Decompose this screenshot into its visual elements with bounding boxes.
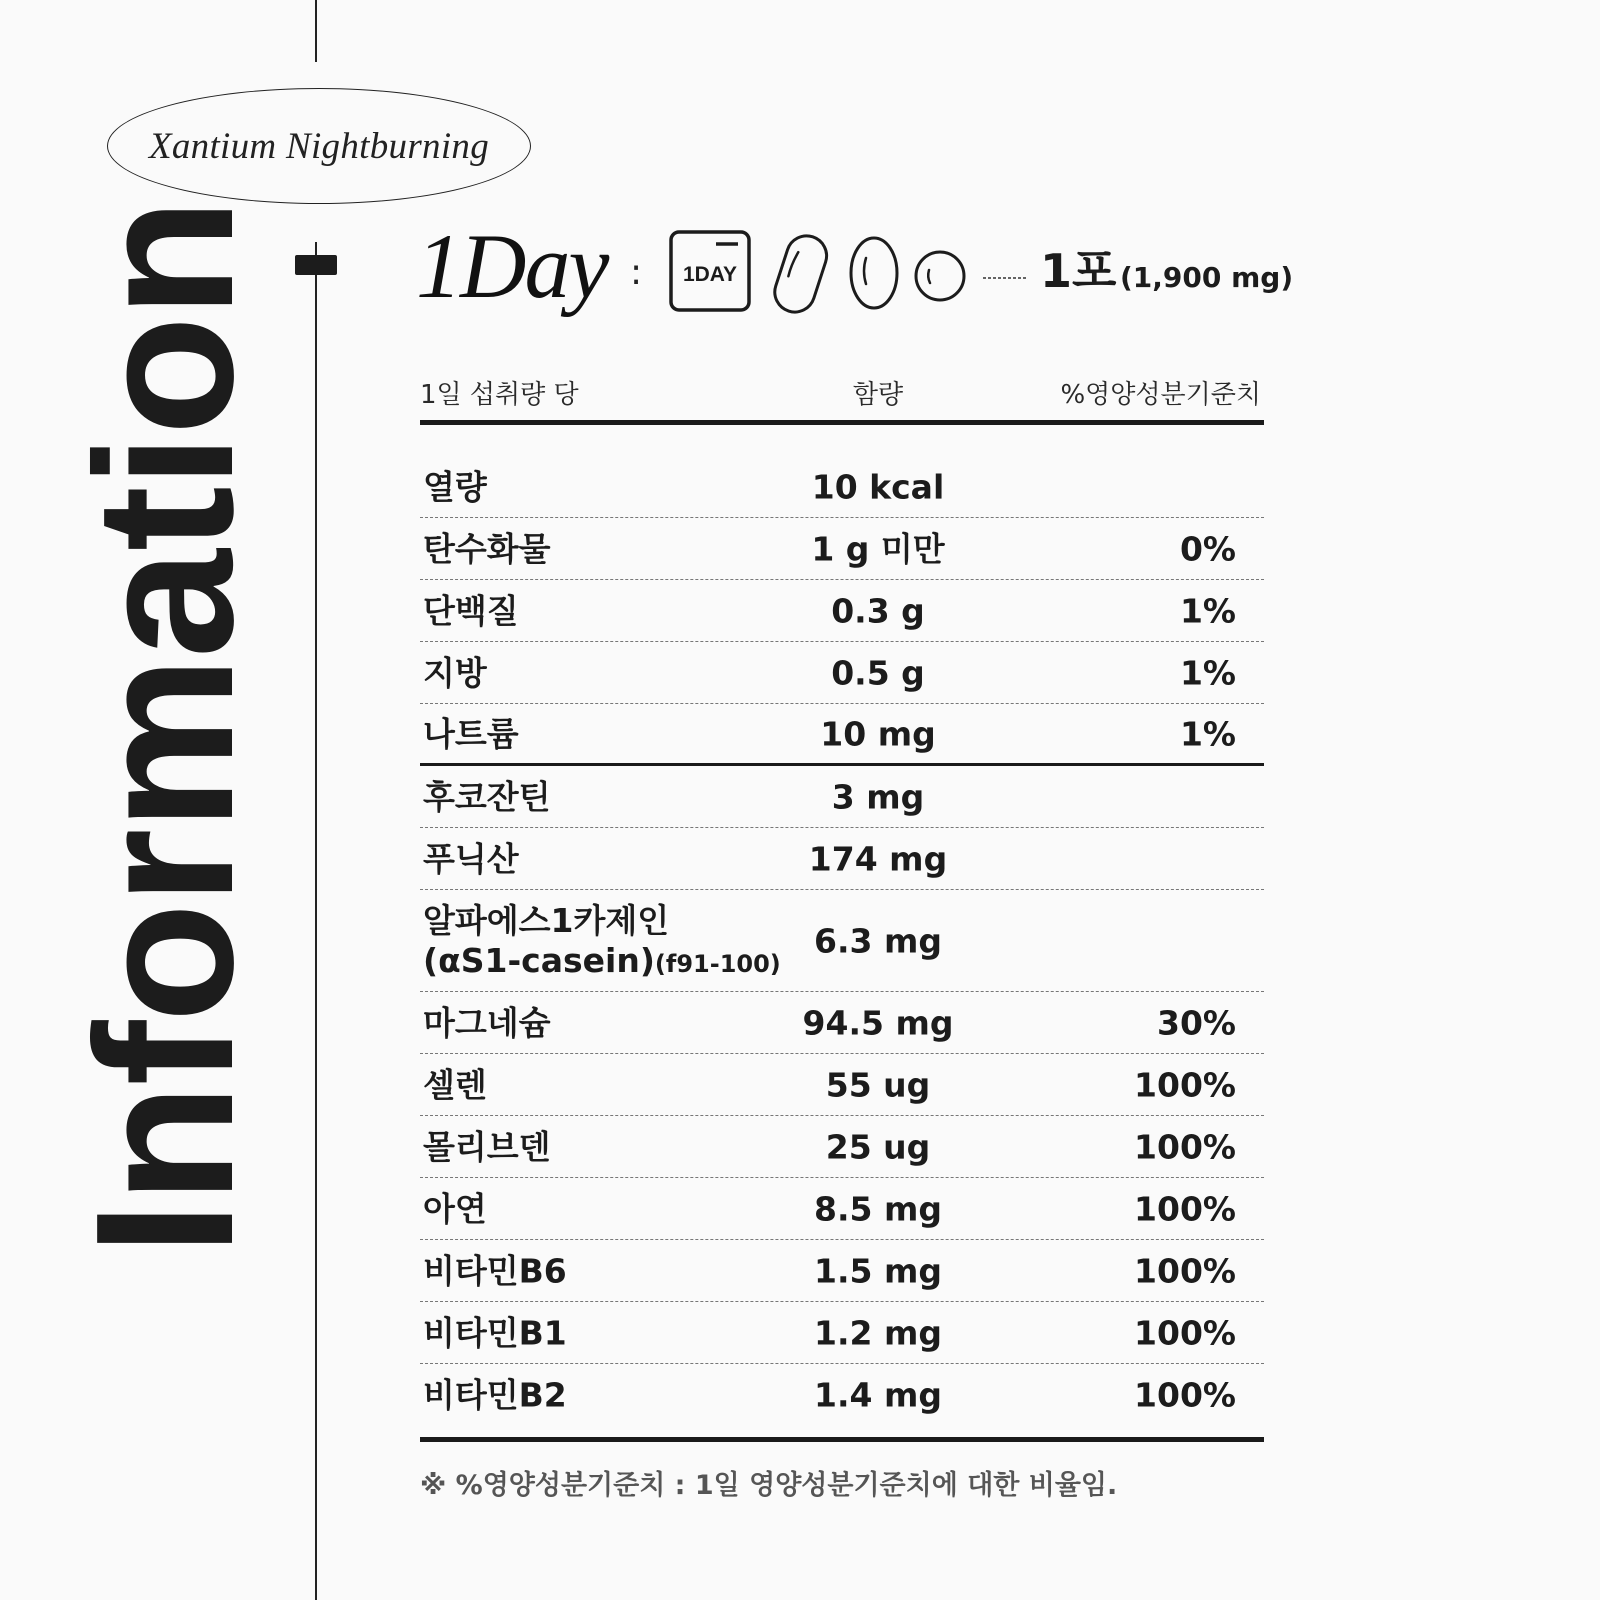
serving-weight: (1,900 mg) [1120, 261, 1294, 294]
nutrient-percent: 100% [1134, 1312, 1236, 1352]
nutrient-amount: 0.5 g [831, 652, 925, 692]
nutrient-amount: 6.3 mg [814, 920, 942, 960]
nutrient-name: 단백질 [423, 590, 519, 630]
dash-connector [983, 276, 1027, 280]
pill-icons [668, 228, 968, 318]
side-title: Information [55, 200, 274, 1256]
table-row [420, 642, 1264, 704]
table-row [420, 992, 1264, 1054]
nutrient-amount: 94.5 mg [802, 1002, 954, 1042]
serving-title: 1Day [416, 215, 608, 317]
serving-icons [668, 228, 968, 322]
nutrition-table [420, 456, 1264, 1426]
table-row [420, 766, 1264, 828]
header-name: 1일 섭취량 당 [420, 380, 579, 410]
serving-quantity: 1포 [1040, 244, 1117, 298]
nutrient-amount: 3 mg [831, 776, 925, 816]
oval-tablet-icon [851, 238, 897, 308]
nutrient-percent: 100% [1134, 1250, 1236, 1290]
nutrient-percent: 100% [1134, 1126, 1236, 1166]
table-bottom-rule [420, 1437, 1264, 1442]
nutrient-name: 후코잔틴 [423, 776, 551, 816]
table-row [420, 1302, 1264, 1364]
table-top-rule [420, 420, 1264, 425]
table-row [420, 1116, 1264, 1178]
nutrient-name: 푸닉산 [423, 838, 519, 878]
round-tablet-icon [916, 252, 964, 300]
nutrient-percent: 100% [1134, 1188, 1236, 1228]
nutrient-amount: 174 mg [808, 838, 948, 878]
calendar-icon [671, 232, 749, 310]
nutrient-name: 마그네슘 [423, 1002, 551, 1042]
nutrient-name: 나트륨 [423, 713, 519, 753]
nutrient-percent: 0% [1179, 528, 1236, 568]
nutrient-name-line1: 알파에스1카제인 [423, 900, 670, 940]
table-row [420, 704, 1264, 766]
header-amount: 함량 [852, 380, 904, 410]
nutrient-percent: 1% [1179, 652, 1236, 692]
brand-badge [107, 88, 531, 204]
footnote: ※ %영양성분기준치 : 1일 영양성분기준치에 대한 비율임. [420, 1470, 1118, 1501]
nutrient-name: 몰리브덴 [423, 1126, 551, 1166]
nutrient-amount: 8.5 mg [814, 1188, 942, 1228]
nutrient-percent: 100% [1134, 1375, 1236, 1415]
serving-colon: : [630, 252, 643, 293]
nutrient-name: 비타민B1 [423, 1312, 567, 1352]
nutrient-percent: 30% [1157, 1002, 1236, 1042]
capsule-icon [770, 231, 832, 318]
nutrient-amount: 55 ug [825, 1064, 931, 1104]
vertical-rule [315, 242, 317, 1600]
table-row [420, 828, 1264, 890]
nutrient-name-line2: (αS1-casein) [423, 940, 655, 980]
nutrient-name: 탄수화물 [423, 528, 551, 568]
table-row [420, 1054, 1264, 1116]
nutrient-amount: 1 g 미만 [811, 528, 945, 568]
nutrient-name [423, 900, 781, 981]
header-percent: %영양성분기준치 [1060, 380, 1261, 410]
brand-name: Xantium Nightburning [148, 125, 490, 167]
table-row [420, 890, 1264, 992]
nutrient-amount: 10 mg [820, 713, 936, 753]
nutrient-percent: 100% [1134, 1064, 1236, 1104]
nutrient-amount: 1.5 mg [814, 1250, 942, 1290]
nutrient-name: 열량 [423, 466, 487, 506]
table-row [420, 1240, 1264, 1302]
nutrient-percent: 1% [1179, 590, 1236, 630]
nutrient-name: 지방 [423, 652, 487, 692]
nutrient-name: 비타민B6 [423, 1250, 567, 1290]
table-row [420, 1364, 1264, 1426]
nutrient-amount: 25 ug [825, 1126, 931, 1166]
nutrient-amount: 1.4 mg [814, 1375, 942, 1415]
calendar-label: 1DAY [682, 263, 738, 286]
table-row [420, 518, 1264, 580]
table-row [420, 1178, 1264, 1240]
nutrient-name: 비타민B2 [423, 1375, 567, 1415]
table-row [420, 456, 1264, 518]
nutrient-name-fragment: (f91-100) [654, 949, 781, 978]
vertical-rule-top [315, 0, 317, 62]
table-header [420, 374, 1264, 414]
nutrient-name: 아연 [423, 1188, 487, 1228]
table-row [420, 580, 1264, 642]
rule-marker [295, 255, 337, 275]
nutrient-amount: 10 kcal [811, 466, 945, 506]
nutrient-amount: 1.2 mg [814, 1312, 942, 1352]
nutrient-amount: 0.3 g [831, 590, 925, 630]
nutrient-percent: 1% [1179, 713, 1236, 753]
nutrient-name: 셀렌 [423, 1064, 487, 1104]
